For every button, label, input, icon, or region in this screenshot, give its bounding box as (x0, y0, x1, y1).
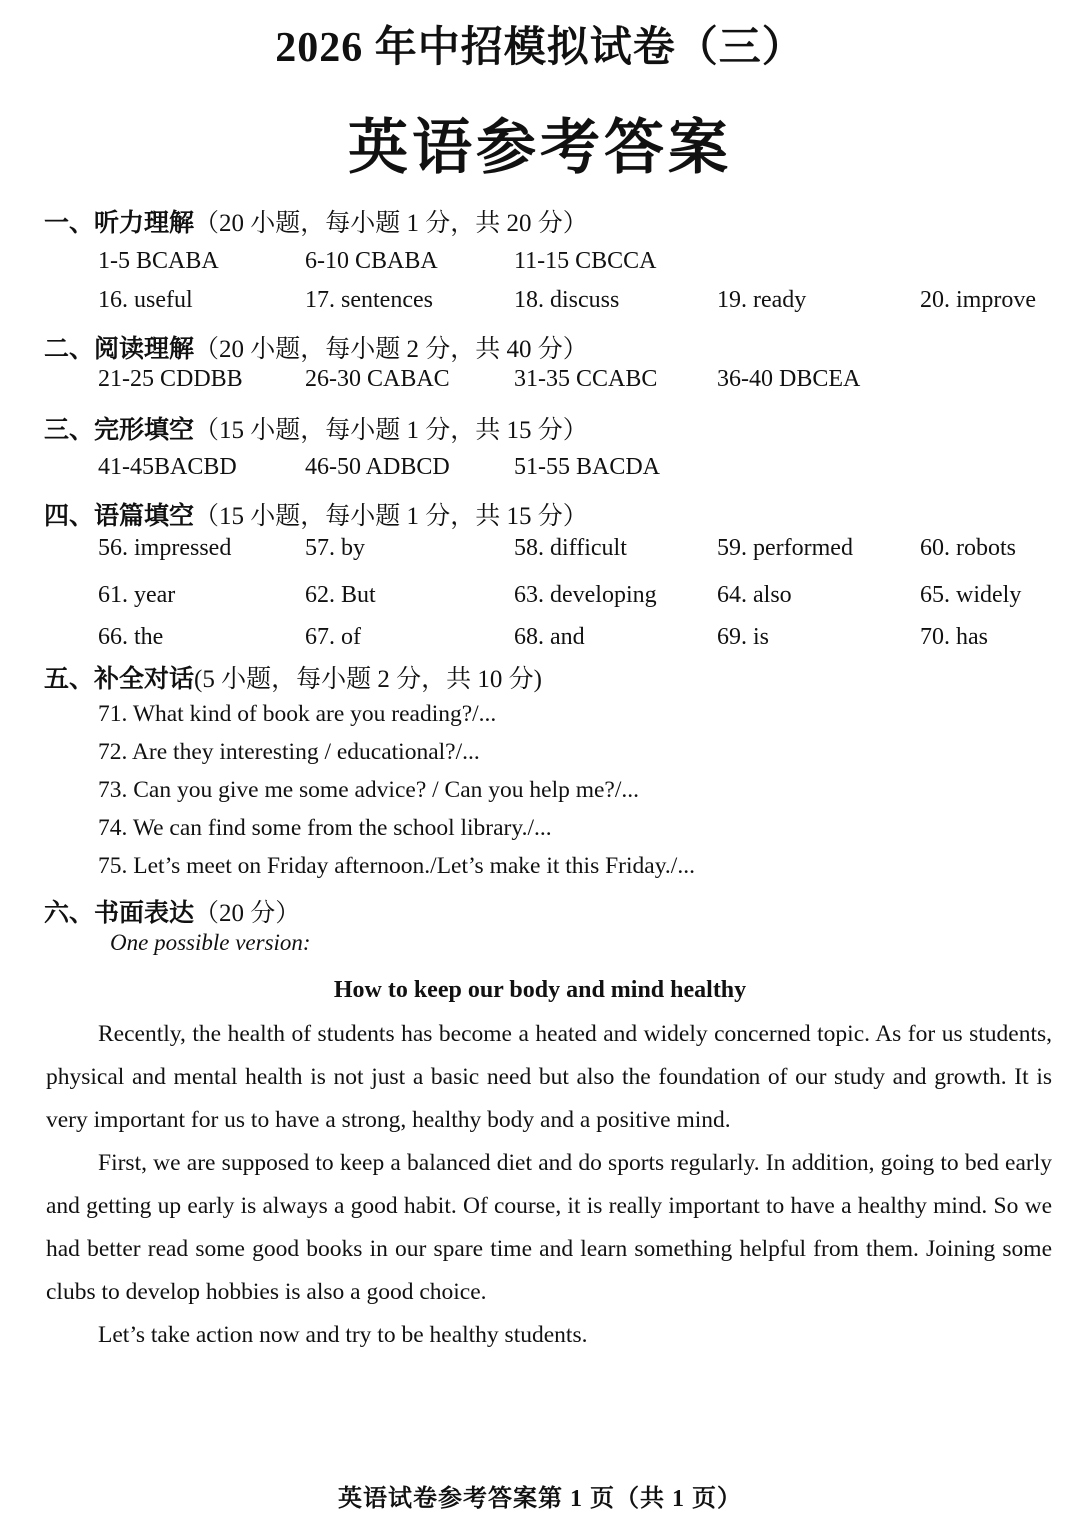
dialogue-answer: 73. Can you give me some advice? / Can you help me?/... (98, 777, 640, 803)
answer-row (0, 454, 1080, 486)
section-heading-cloze (44, 410, 588, 446)
dialogue-answer: 71. What kind of book are you reading?/... (98, 701, 497, 727)
answer-cell: 70. has (920, 624, 988, 650)
section-score: （20 小题，每小题 1 分，共 20 分） (194, 210, 588, 237)
section-score: (5 小题，每小题 2 分，共 10 分) (194, 666, 542, 693)
exam-title: 2026 年中招模拟试卷（三） (275, 25, 805, 71)
answer-cell: 17. sentences (305, 287, 433, 313)
answer-cell: 20. improve (920, 287, 1036, 313)
section-title: 五、补全对话 (44, 666, 195, 693)
answer-row (0, 624, 1080, 656)
answer-cell: 1-5 BCABA (98, 248, 219, 274)
answer-cell: 69. is (717, 624, 770, 650)
answer-cell: 65. widely (920, 582, 1022, 608)
section-heading-reading (44, 329, 588, 365)
answer-cell: 56. impressed (98, 535, 232, 561)
answer-row (0, 366, 1080, 398)
answer-cell: 51-55 BACDA (514, 454, 661, 480)
answer-row (0, 287, 1080, 319)
dialogue-answer: 75. Let’s meet on Friday afternoon./Let’s make it this Friday./... (98, 853, 695, 879)
section-title: 四、语篇填空 (44, 503, 195, 530)
answer-cell: 64. also (717, 582, 792, 608)
answer-cell: 67. of (305, 624, 361, 650)
essay-body (46, 1013, 1052, 1357)
section-score: （20 分） (194, 900, 301, 927)
answer-row (0, 582, 1080, 614)
answer-cell: 36-40 DBCEA (717, 366, 861, 392)
section-title: 三、完形填空 (44, 417, 195, 444)
answer-row (0, 248, 1080, 280)
page-footer: 英语试卷参考答案第 1 页（共 1 页） (338, 1486, 742, 1512)
answer-cell: 58. difficult (514, 535, 627, 561)
section-heading-passage-fill (44, 496, 588, 532)
section-title: 一、听力理解 (44, 210, 195, 237)
section-heading-listening (44, 203, 588, 239)
answer-cell: 63. developing (514, 582, 657, 608)
dialogue-answer: 72. Are they interesting / educational?/... (98, 739, 480, 765)
answer-cell: 16. useful (98, 287, 193, 313)
answer-cell: 26-30 CABAC (305, 366, 450, 392)
answer-key-heading: 英语参考答案 (348, 115, 732, 181)
essay-paragraph: Recently, the health of students has become a heated and widely concerned topic. As for us students, physical and mental health is not just a basic need but also the foundation of our study and growth. It is very important for us to have a strong, healthy body and a positive mind. (46, 1021, 1052, 1133)
answer-cell: 41-45BACBD (98, 454, 237, 480)
answer-cell: 19. ready (717, 287, 807, 313)
section-score: （15 小题，每小题 1 分，共 15 分） (194, 417, 588, 444)
section-score: （15 小题，每小题 1 分，共 15 分） (194, 503, 588, 530)
essay-paragraph: First, we are supposed to keep a balanced diet and do sports regularly. In addition, going to bed early and getting up early is always a good habit. Of course, it is really important to have a healthy mind. So we had better read some good books in our spare time and learn something helpful from them. Joining some clubs to develop hobbies is also a good choice. (46, 1150, 1052, 1305)
answer-cell: 31-35 CCABC (514, 366, 658, 392)
answer-row (0, 535, 1080, 567)
answer-cell: 6-10 CBABA (305, 248, 438, 274)
section-title: 六、书面表达 (44, 900, 195, 927)
answer-cell: 21-25 CDDBB (98, 366, 243, 392)
answer-cell: 61. year (98, 582, 176, 608)
section-heading-dialogue (44, 659, 542, 695)
answer-cell: 59. performed (717, 535, 853, 561)
answer-cell: 68. and (514, 624, 585, 650)
sample-version-label: One possible version: (110, 930, 311, 955)
answer-cell: 11-15 CBCCA (514, 248, 657, 274)
section-score: （20 小题，每小题 2 分，共 40 分） (194, 336, 588, 363)
answer-cell: 57. by (305, 535, 365, 561)
answer-cell: 18. discuss (514, 287, 620, 313)
answer-cell: 46-50 ADBCD (305, 454, 450, 480)
dialogue-answer: 74. We can find some from the school library./... (98, 815, 552, 841)
section-title: 二、阅读理解 (44, 336, 195, 363)
essay-title: How to keep our body and mind healthy (333, 977, 747, 1003)
answer-cell: 66. the (98, 624, 164, 650)
answer-cell: 62. But (305, 582, 376, 608)
section-heading-writing (44, 893, 300, 929)
essay-paragraph: Let’s take action now and try to be healthy students. (98, 1322, 588, 1348)
answer-cell: 60. robots (920, 535, 1016, 561)
